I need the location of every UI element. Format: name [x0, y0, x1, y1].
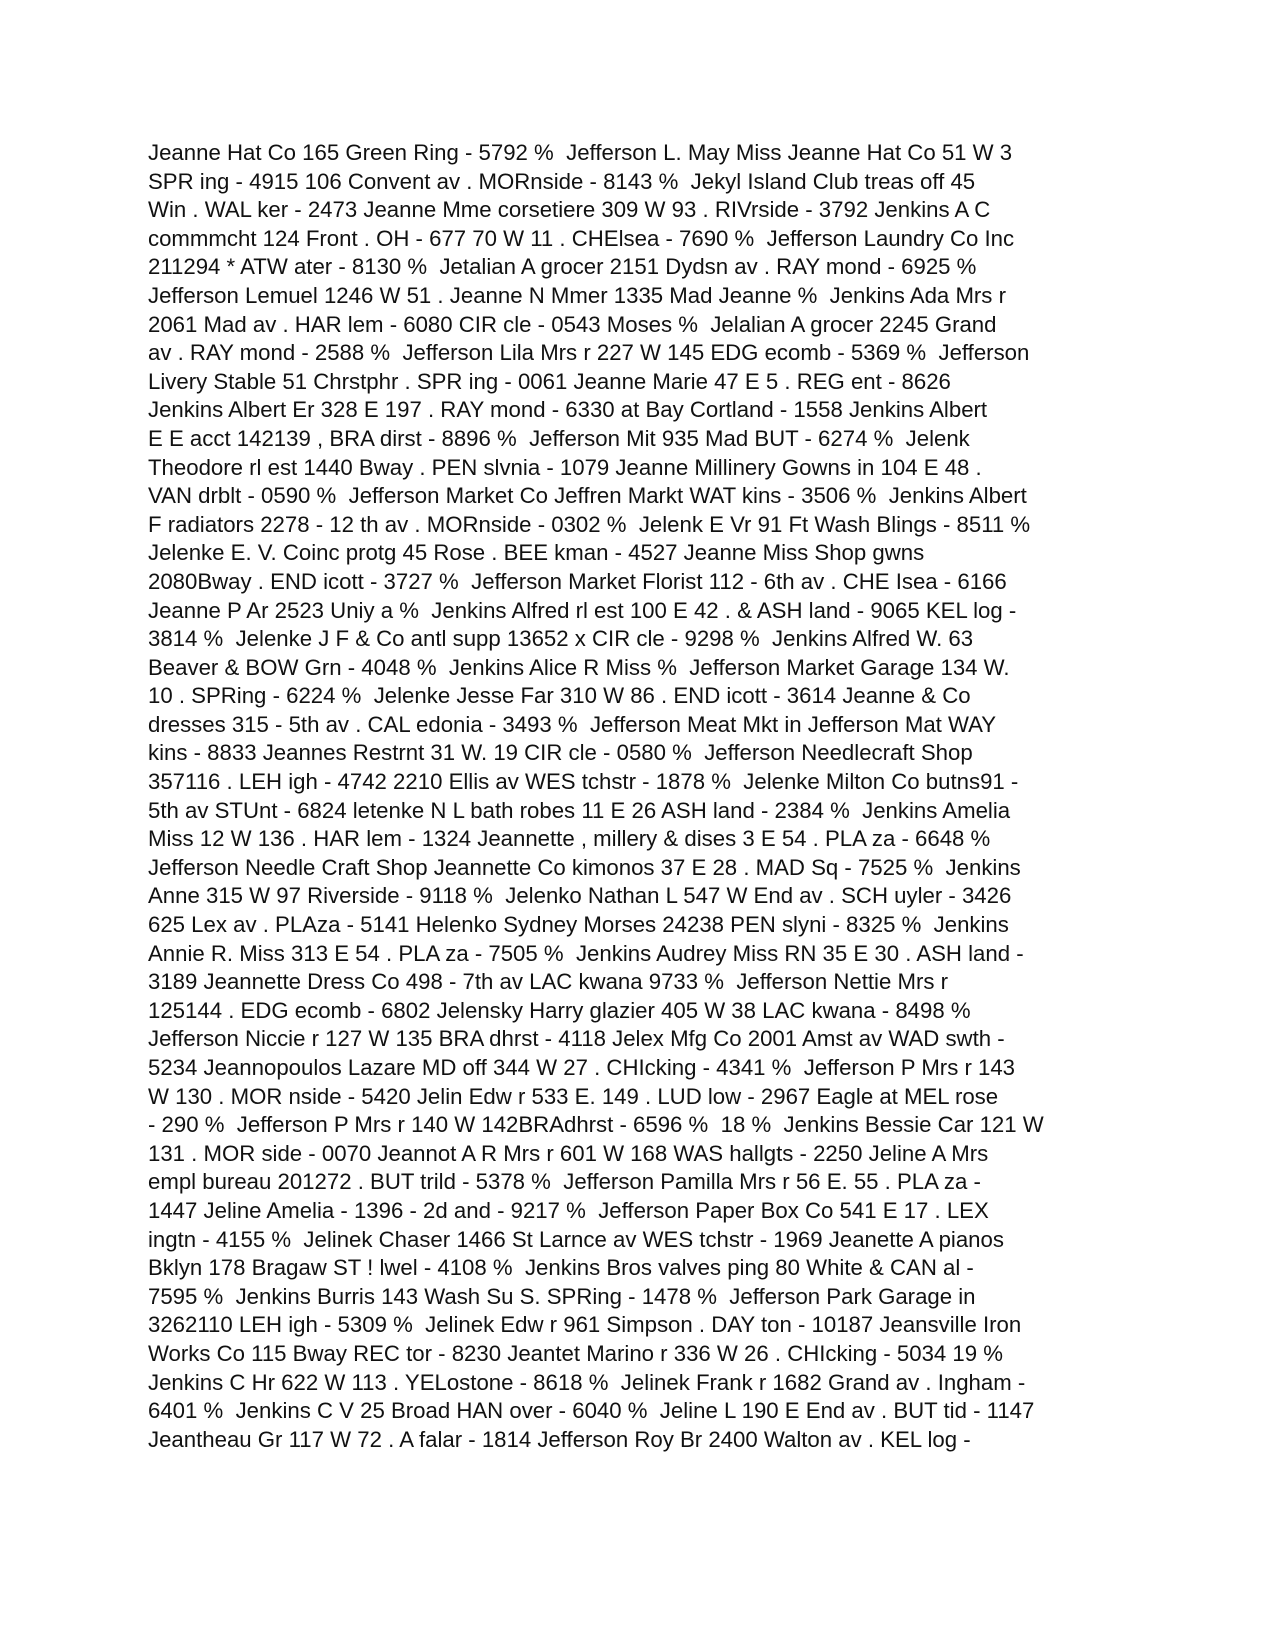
- text-line: Theodore rl est 1440 Bway . PEN slvnia - 1079 Jeanne Millinery Gowns in 104 E 48 .: [148, 454, 982, 480]
- text-line: 211294 * ATW ater - 8130 % Jetalian A grocer 2151 Dydsn av . RAY mond - 6925 %: [148, 254, 977, 280]
- text-line: 5234 Jeannopoulos Lazare MD off 344 W 27 . CHIcking - 4341 % Jefferson P Mrs r 143: [148, 1055, 1016, 1080]
- text-line: Works Co 115 Bway REC tor - 8230 Jeantet Marino r 336 W 26 . CHIcking - 5034 19 %: [148, 1340, 1004, 1366]
- text-line: av . RAY mond - 2588 % Jefferson Lila Mrs r 227 W 145 EDG ecomb - 5369 % Jefferson: [148, 340, 1030, 366]
- text-line: 1447 Jeline Amelia - 1396 - 2d and - 9217 % Jefferson Paper Box Co 541 E 17 . LEX: [148, 1197, 989, 1223]
- text-line: E E acct 142139 , BRA dirst - 8896 % Jefferson Mit 935 Mad BUT - 6274 % Jelenk: [148, 425, 970, 451]
- text-line: Beaver & BOW Grn - 4048 % Jenkins Alice R Miss % Jefferson Market Garage 134 W.: [148, 654, 1010, 680]
- text-line: Jefferson Needle Craft Shop Jeannette Co kimonos 37 E 28 . MAD Sq - 7525 % Jenkins: [148, 854, 1021, 880]
- text-line: VAN drblt - 0590 % Jefferson Market Co Jeffren Markt WAT kins - 3506 % Jenkins Albert: [148, 483, 1027, 509]
- text-line: F radiators 2278 - 12 th av . MORnside - 0302 % Jelenk E Vr 91 Ft Wash Blings - 8511 %: [148, 511, 1031, 537]
- text-line: kins - 8833 Jeannes Restrnt 31 W. 19 CIR cle - 0580 % Jefferson Needlecraft Shop: [148, 740, 973, 766]
- text-line: 3262110 LEH igh - 5309 % Jelinek Edw r 961 Simpson . DAY ton - 10187 Jeansville Iron: [148, 1312, 1022, 1338]
- text-line: Anne 315 W 97 Riverside - 9118 % Jelenko Nathan L 547 W End av . SCH uyler - 3426: [148, 883, 1012, 909]
- text-line: W 130 . MOR nside - 5420 Jelin Edw r 533 E. 149 . LUD low - 2967 Eagle at MEL rose: [148, 1083, 999, 1109]
- text-line: Win . WAL ker - 2473 Jeanne Mme corsetiere 309 W 93 . RIVrside - 3792 Jenkins A C: [148, 197, 991, 223]
- text-line: 10 . SPRing - 6224 % Jelenke Jesse Far 310 W 86 . END icott - 3614 Jeanne & Co: [148, 683, 971, 709]
- text-line: ingtn - 4155 % Jelinek Chaser 1466 St Larnce av WES tchstr - 1969 Jeanette A pianos: [148, 1226, 1004, 1252]
- text-line: commmcht 124 Front . OH - 677 70 W 11 . CHElsea - 7690 % Jefferson Laundry Co Inc: [148, 225, 1015, 251]
- text-line: SPR ing - 4915 106 Convent av . MORnside - 8143 % Jekyl Island Club treas off 45: [148, 168, 976, 194]
- text-line: Jenkins C Hr 622 W 113 . YELostone - 8618 % Jelinek Frank r 1682 Grand av . Ingham -: [148, 1369, 1026, 1395]
- text-line: 7595 % Jenkins Burris 143 Wash Su S. SPRing - 1478 % Jefferson Park Garage in: [148, 1283, 976, 1309]
- text-line: Bklyn 178 Bragaw ST ! lwel - 4108 % Jenkins Bros valves ping 80 White & CAN al -: [148, 1255, 974, 1281]
- text-line: 6401 % Jenkins C V 25 Broad HAN over - 6040 % Jeline L 190 E End av . BUT tid - 1147: [148, 1398, 1035, 1424]
- text-line: empl bureau 201272 . BUT trild - 5378 % Jefferson Pamilla Mrs r 56 E. 55 . PLA za -: [148, 1169, 981, 1195]
- text-line: Annie R. Miss 313 E 54 . PLA za - 7505 % Jenkins Audrey Miss RN 35 E 30 . ASH land -: [148, 940, 1024, 966]
- text-line: 3189 Jeannette Dress Co 498 - 7th av LAC kwana 9733 % Jefferson Nettie Mrs r: [148, 969, 948, 995]
- text-line: 5th av STUnt - 6824 letenke N L bath robes 11 E 26 ASH land - 2384 % Jenkins Amelia: [148, 797, 1011, 823]
- text-line: 2080Bway . END icott - 3727 % Jefferson Market Florist 112 - 6th av . CHE Isea - 6166: [148, 568, 1007, 594]
- text-line: Jefferson Lemuel 1246 W 51 . Jeanne N Mmer 1335 Mad Jeanne % Jenkins Ada Mrs r: [148, 282, 1006, 308]
- text-line: dresses 315 - 5th av . CAL edonia - 3493 % Jefferson Meat Mkt in Jefferson Mat WAY: [148, 711, 997, 737]
- text-line: 3814 % Jelenke J F & Co antl supp 13652 x CIR cle - 9298 % Jenkins Alfred W. 63: [148, 626, 974, 652]
- text-line: 625 Lex av . PLAza - 5141 Helenko Sydney Morses 24238 PEN slyni - 8325 % Jenkins: [148, 912, 1009, 938]
- text-line: 125144 . EDG ecomb - 6802 Jelensky Harry glazier 405 W 38 LAC kwana - 8498 %: [148, 997, 971, 1023]
- text-line: Jelenke E. V. Coinc protg 45 Rose . BEE kman - 4527 Jeanne Miss Shop gwns: [148, 540, 925, 566]
- text-line: Miss 12 W 136 . HAR lem - 1324 Jeannette , millery & dises 3 E 54 . PLA za - 6648 %: [148, 826, 991, 852]
- text-line: 357116 . LEH igh - 4742 2210 Ellis av WES tchstr - 1878 % Jelenke Milton Co butns91 -: [148, 769, 1019, 795]
- text-line: Livery Stable 51 Chrstphr . SPR ing - 0061 Jeanne Marie 47 E 5 . REG ent - 8626: [148, 368, 951, 394]
- text-line: Jefferson Niccie r 127 W 135 BRA dhrst - 4118 Jelex Mfg Co 2001 Amst av WAD swth -: [148, 1026, 1005, 1052]
- text-line: Jeantheau Gr 117 W 72 . A falar - 1814 Jefferson Roy Br 2400 Walton av . KEL log -: [148, 1426, 971, 1452]
- text-line: Jenkins Albert Er 328 E 197 . RAY mond - 6330 at Bay Cortland - 1558 Jenkins Albert: [148, 397, 988, 423]
- directory-text-block: [148, 139, 1158, 1454]
- text-line: 2061 Mad av . HAR lem - 6080 CIR cle - 0543 Moses % Jelalian A grocer 2245 Grand: [148, 311, 997, 337]
- text-line: - 290 % Jefferson P Mrs r 140 W 142BRAdhrst - 6596 % 18 % Jenkins Bessie Car 121 W: [148, 1112, 1044, 1138]
- text-line: Jeanne P Ar 2523 Uniy a % Jenkins Alfred rl est 100 E 42 . & ASH land - 9065 KEL log -: [148, 597, 1017, 623]
- text-line: Jeanne Hat Co 165 Green Ring - 5792 % Jefferson L. May Miss Jeanne Hat Co 51 W 3: [148, 140, 1013, 165]
- text-line: 131 . MOR side - 0070 Jeannot A R Mrs r 601 W 168 WAS hallgts - 2250 Jeline A Mrs: [148, 1140, 989, 1166]
